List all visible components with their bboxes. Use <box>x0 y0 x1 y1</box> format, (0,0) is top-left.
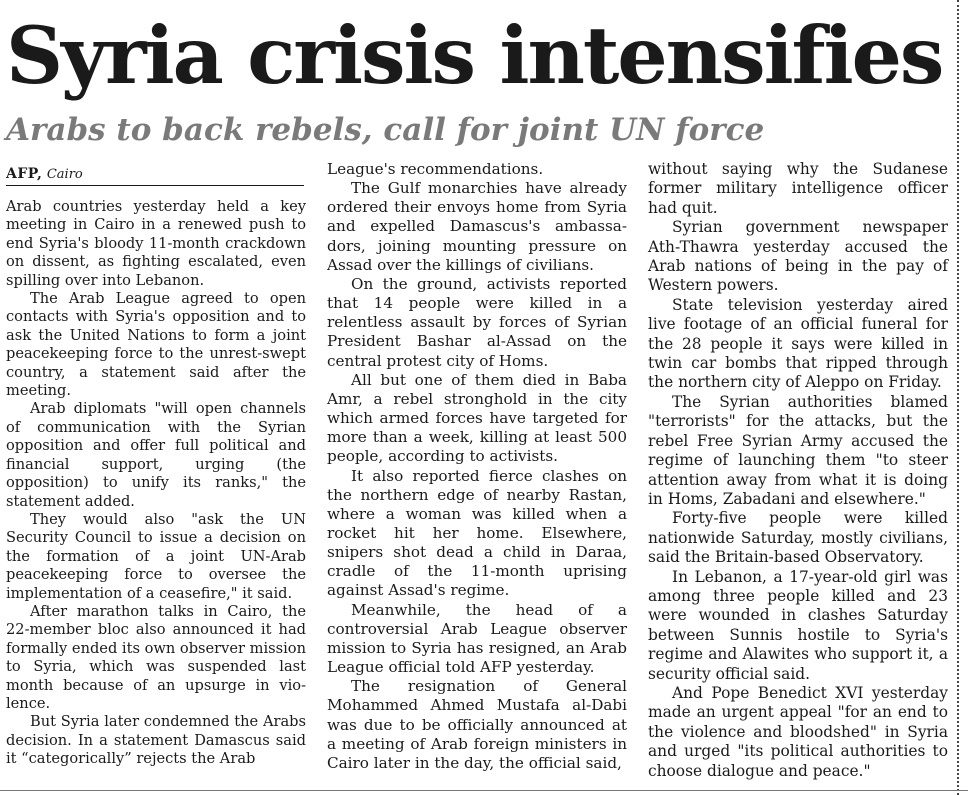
article-column-1 <box>6 198 306 769</box>
paragraph: without saying why the Sudanese former military intelligence officer had quit. <box>648 160 948 217</box>
paragraph: And Pope Benedict XVI yesterday made an urgent appeal "for an end to the violence and bloodshed" in Syria and urged "its political authorities to choose dialogue and peace." <box>648 683 948 780</box>
paragraph: Forty-five people were killed nationwide Saturday, mostly civilians, said the Britain-based Observatory. <box>648 509 948 567</box>
byline <box>6 165 304 186</box>
paragraph: The Arab League agreed to open contacts with Syria's opposition and to ask the United Nations to form a joint peacekeeping force to the unrest-swept country, a statement said after the meeting. <box>6 290 306 400</box>
paragraph: Syrian government newspaper Ath-Thawra yesterday accused the Arab nations of being in the pay of Western powers. <box>648 218 948 295</box>
paragraph: Meanwhile, the head of a controversial Arab League observer mission to Syria has resigned, an Arab League official told AFP yesterday. <box>327 600 627 677</box>
article-column-3 <box>648 160 948 781</box>
paragraph: On the ground, activists reported that 14 people were killed in a relentless assault by forces of Syrian President Bashar al-Assad on the central protest city of Homs. <box>327 274 627 370</box>
paragraph: They would also "ask the UN Security Council to issue a decision on the formation of a joint UN-Arab peacekeeping force to oversee the implementation of a ceasefire," it said. <box>6 510 306 602</box>
dotted-column-rule <box>957 0 959 795</box>
paragraph: The resignation of General Mohammed Ahmed Mustafa al-Dabi was due to be officially announced at a meeting of Arab foreign ministers in Cairo later in the day, the official said, <box>327 677 627 772</box>
paragraph: League's recommendations. <box>327 160 544 178</box>
subheadline: Arabs to back rebels, call for joint UN force <box>6 112 765 148</box>
paragraph: All but one of them died in Baba Amr, a rebel stronghold in the city which armed forces have targeted for more than a week, killing at least 500 people, according to activists. <box>327 370 627 466</box>
byline-source: AFP, <box>6 166 43 182</box>
bottom-rule <box>0 790 968 791</box>
paragraph: The Gulf monarchies have already ordered their envoys home from Syria and expelled Damascus's ambassadors, joining mounting pressure on Assad over the killings of civilians. <box>327 179 627 274</box>
paragraph: Arab diplomats "will open channels of communication with the Syrian opposition and offer full political and financial support, urging (the opposition) to unify its ranks," the statement added. <box>6 400 306 510</box>
article-column-2 <box>327 160 627 773</box>
paragraph: Arab countries yesterday held a key meeting in Cairo in a renewed push to end Syria's bloody 11-month crackdown on dissent, as fighting escalated, even spilling over into Lebanon. <box>6 198 306 289</box>
paragraph: State television yesterday aired live footage of an official funeral for the 28 people it says were killed in twin car bombs that ripped through the northern city of Aleppo on Friday. <box>648 295 948 392</box>
paragraph: The Syrian authorities blamed "terrorists" for the attacks, but the rebel Free Syrian Army accused the regime of launching them "to steer attention away from what it is doing in Homs, Zabadani and elsewhere." <box>648 392 948 508</box>
paragraph: It also reported fierce clashes on the northern edge of nearby Rastan, where a woman was killed when a rocket hit her home. Elsewhere, snipers shot dead a child in Daraa, cradle of the 11-month uprising against Assad's regime. <box>327 466 627 600</box>
paragraph: But Syria later condemned the Arabs decision. In a statement Damascus said it “categorically” rejects the Arab <box>6 713 306 768</box>
headline: Syria crisis intensifies <box>6 9 943 102</box>
paragraph: After marathon talks in Cairo, the 22-member bloc also announced it had formally ended its own observer mission to Syria, which was suspended last month because of an upsurge in violence. <box>6 602 306 712</box>
paragraph: In Lebanon, a 17-year-old girl was among three people killed and 23 were wounded in clashes Saturday between Sunnis hostile to Syria's regime and Alawites who support it, a security official said. <box>648 567 948 683</box>
byline-location: Cairo <box>46 167 83 182</box>
